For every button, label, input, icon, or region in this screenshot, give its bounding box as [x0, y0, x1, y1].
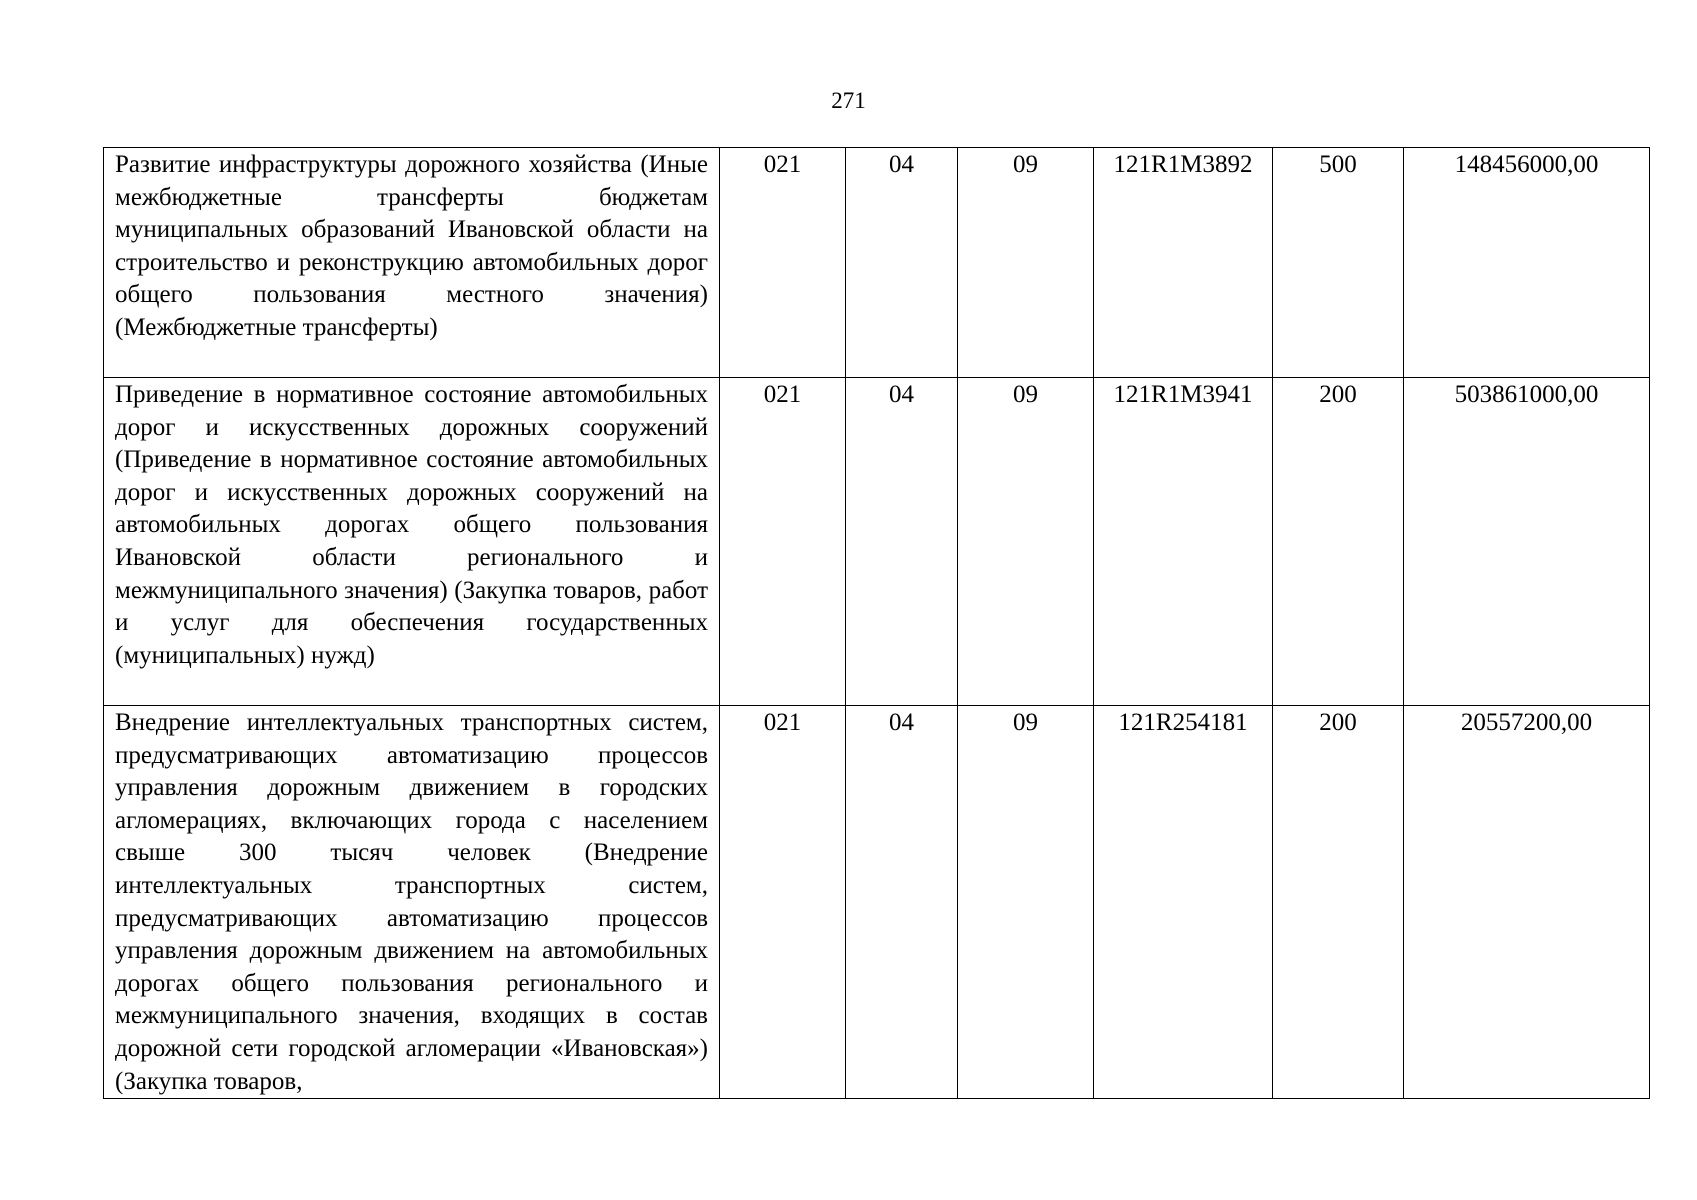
row-description: Внедрение интеллектуальных транспортных систем, предусматривающих автоматизацию процессов управления дорожным движением в городских агломерациях, включающих города с населением свыше 300 тысяч человек (Внедрение интеллектуальных транспортных систем, предусматривающих автоматизацию процессов управления дорожным движением на автомобильных дорогах общего пользования регионального и межмуниципального значения, входящих в состав дорожной сети городской агломерации «Ивановская») (Закупка товаров,: [104, 706, 720, 1099]
table-row: [104, 378, 1650, 706]
amount: 148456000,00: [1404, 148, 1650, 378]
row-description: Развитие инфраструктуры дорожного хозяйства (Иные межбюджетные трансферты бюджетам муниципальных образований Ивановской области на строительство и реконструкцию автомобильных дорог общего пользования местного значения) (Межбюджетные трансферты): [104, 148, 720, 378]
budget-table: [103, 147, 1650, 1099]
target-article-code: 121R254181: [1094, 706, 1273, 1099]
subsection-code: 09: [958, 378, 1094, 706]
table-row: [104, 706, 1650, 1099]
expense-type-code: 200: [1273, 378, 1404, 706]
page-number: 271: [831, 88, 866, 113]
subsection-code: 09: [958, 148, 1094, 378]
section-code: 04: [846, 706, 958, 1099]
section-code: 04: [846, 378, 958, 706]
row-description: Приведение в нормативное состояние автомобильных дорог и искусственных дорожных сооружений (Приведение в нормативное состояние автомобильных дорог и искусственных дорожных сооружений на автомобильных дорогах общего пользования Ивановской области регионального и межмуниципального значения) (Закупка товаров, работ и услуг для обеспечения государственных (муниципальных) нужд): [104, 378, 720, 706]
ministry-code: 021: [720, 706, 846, 1099]
subsection-code: 09: [958, 706, 1094, 1099]
target-article-code: 121R1M3941: [1094, 378, 1273, 706]
ministry-code: 021: [720, 148, 846, 378]
expense-type-code: 500: [1273, 148, 1404, 378]
amount: 503861000,00: [1404, 378, 1650, 706]
ministry-code: 021: [720, 378, 846, 706]
table-row: [104, 148, 1650, 378]
amount: 20557200,00: [1404, 706, 1650, 1099]
section-code: 04: [846, 148, 958, 378]
expense-type-code: 200: [1273, 706, 1404, 1099]
target-article-code: 121R1M3892: [1094, 148, 1273, 378]
